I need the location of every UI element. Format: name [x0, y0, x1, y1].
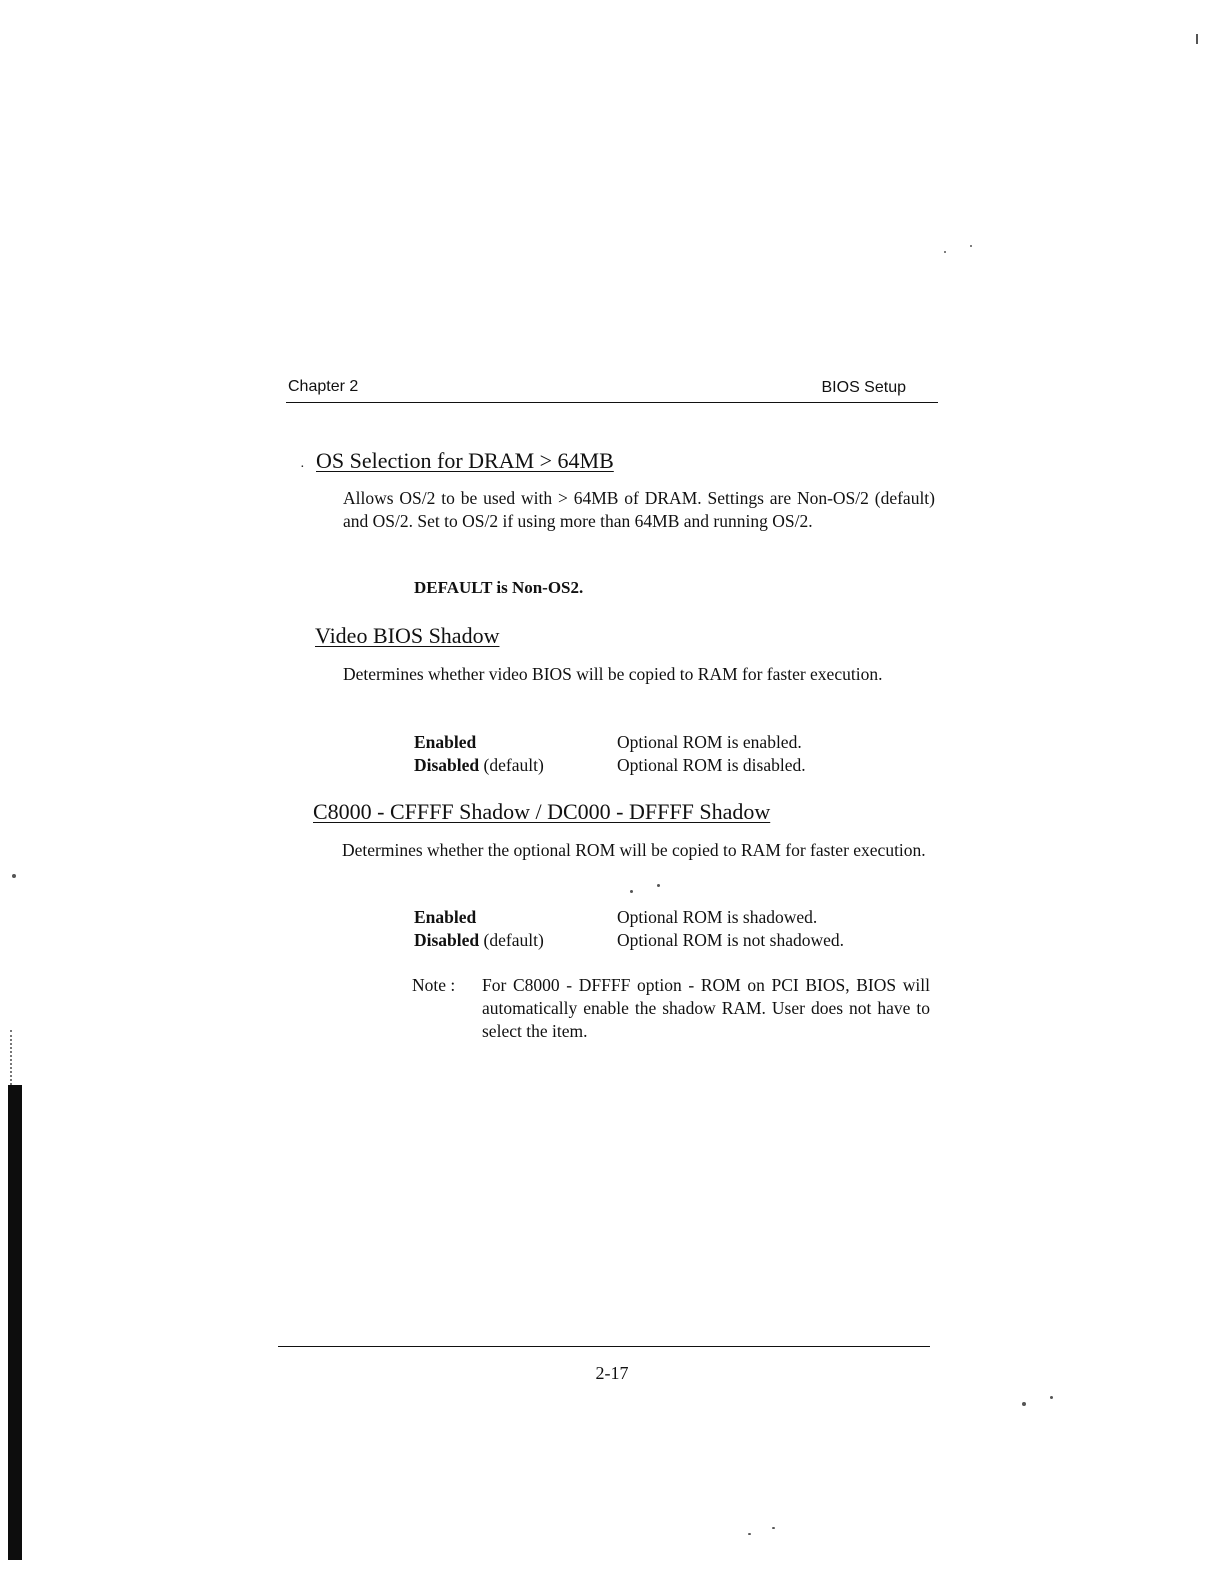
- section-heading-os-selection: OS Selection for DRAM > 64MB: [316, 448, 614, 473]
- scan-speck: [970, 245, 972, 247]
- section-body-os-selection: Allows OS/2 to be used with > 64MB of DRAM. Settings are Non-OS/2 (default) and OS/2. Set to OS/2 if using more than 64MB and running OS/2.: [343, 488, 935, 531]
- option-key: [414, 731, 476, 754]
- option-key: [414, 754, 544, 777]
- header-title: BIOS Setup: [821, 379, 906, 396]
- scan-speck: [657, 884, 660, 887]
- scan-speck: [748, 1533, 751, 1535]
- section-heading-c8000-shadow: C8000 - CFFFF Shadow / DC000 - DFFFF Shadow: [313, 799, 771, 824]
- scan-speck: [944, 251, 946, 253]
- footer-rule: [278, 1346, 930, 1347]
- option-key-suffix: (default): [479, 930, 544, 950]
- note-label: Note :: [412, 975, 456, 995]
- page-number: 2-17: [595, 1363, 629, 1383]
- scan-edge-dots: [10, 1030, 16, 1085]
- scan-edge-shadow: [8, 1085, 22, 1560]
- scan-speck: [1022, 1402, 1026, 1406]
- option-key-name: Enabled: [414, 907, 477, 927]
- option-value: Optional ROM is enabled.: [617, 732, 802, 752]
- running-header: [286, 378, 938, 403]
- section-heading-video-bios-shadow: Video BIOS Shadow: [315, 623, 500, 648]
- option-key-name: Disabled: [414, 930, 480, 950]
- option-key-suffix: (default): [479, 755, 544, 775]
- scan-speck: [772, 1527, 775, 1529]
- option-value: Optional ROM is disabled.: [617, 755, 806, 775]
- option-key-name: Disabled: [414, 755, 480, 775]
- section-body-video-bios-shadow: Determines whether video BIOS will be copied to RAM for faster execution.: [343, 664, 883, 684]
- scan-speck: [12, 874, 16, 878]
- option-value: Optional ROM is shadowed.: [617, 907, 818, 927]
- bullet-mark: ·: [300, 460, 305, 475]
- scan-speck: [630, 890, 633, 893]
- option-key: [414, 906, 476, 929]
- header-chapter: Chapter 2: [288, 378, 359, 395]
- section-body-c8000-shadow: Determines whether the optional ROM will be copied to RAM for faster execution.: [342, 840, 926, 860]
- option-key-name: Enabled: [414, 732, 477, 752]
- default-setting-line: DEFAULT is Non-OS2.: [414, 578, 584, 597]
- scan-speck: [1196, 34, 1198, 44]
- scan-speck: [1050, 1396, 1053, 1399]
- option-value: Optional ROM is not shadowed.: [617, 930, 845, 950]
- option-key: [414, 929, 544, 952]
- note-text: For C8000 - DFFFF option - ROM on PCI BIOS, BIOS will automatically enable the shadow RAM. User does not have to select the item.: [482, 975, 930, 1041]
